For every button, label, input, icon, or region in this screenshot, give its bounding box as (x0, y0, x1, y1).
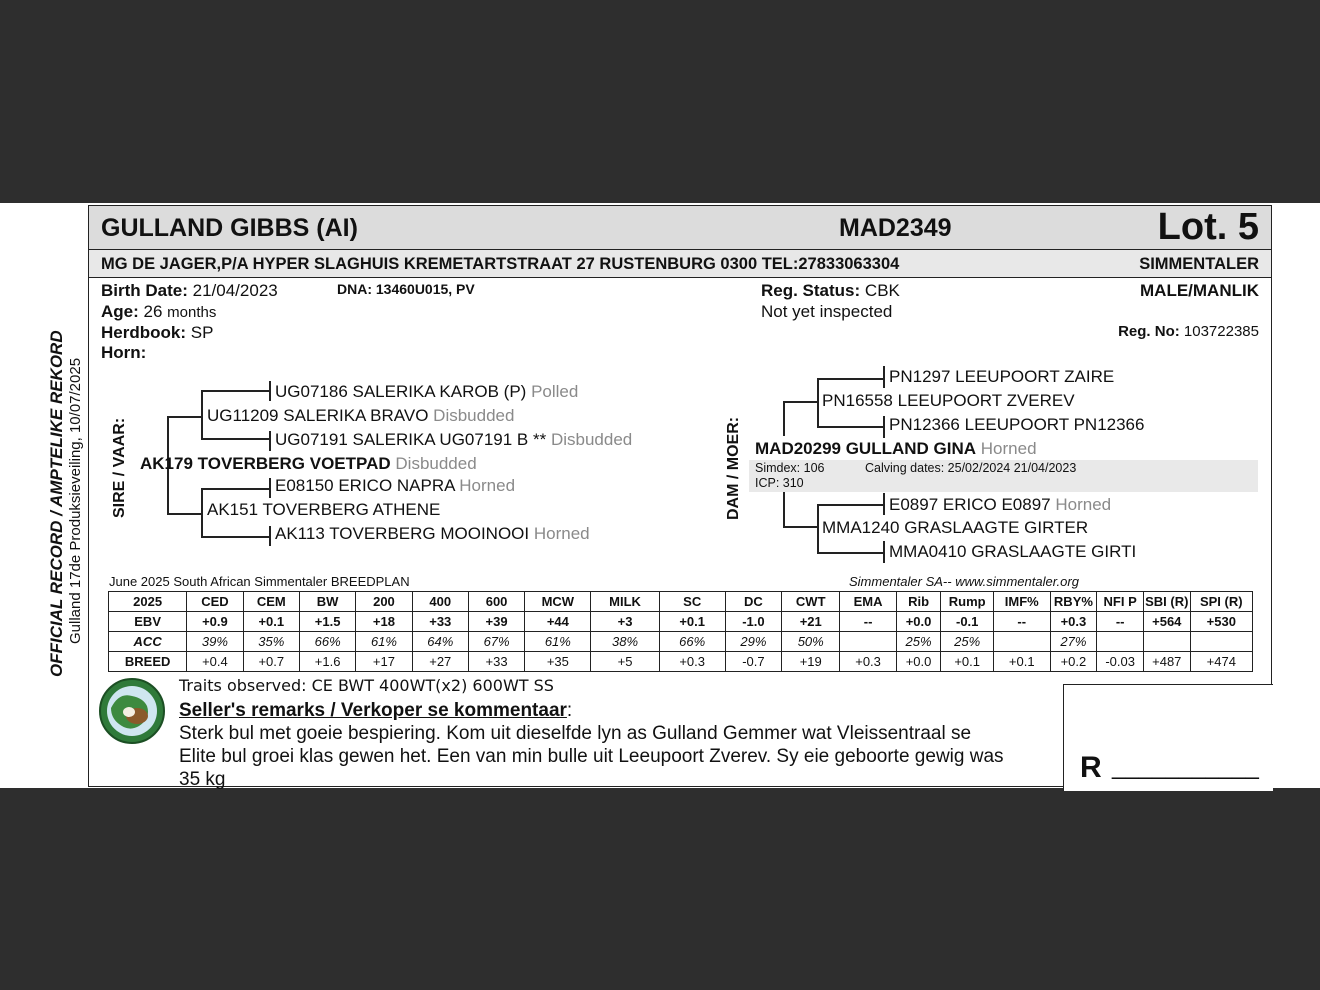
sire-name (140, 454, 477, 474)
dam-side-label: DAM / MOER: (725, 416, 742, 520)
table-cell: +18 (356, 612, 412, 632)
table-row (109, 612, 1253, 632)
table-cell: +0.9 (187, 612, 243, 632)
reg-number-value: 103722385 (1183, 323, 1259, 340)
herdbook-value: SP (190, 323, 214, 342)
horn-label: Horn: (101, 343, 147, 362)
ancestor-name: MMA0410 GRASLAAGTE GIRTI (889, 542, 1137, 561)
table-cell: +5 (591, 652, 659, 672)
tree-line (817, 504, 883, 506)
table-cell: +530 (1190, 612, 1252, 632)
horn-status: Horned (533, 524, 590, 543)
table-cell: +0.4 (187, 652, 243, 672)
table-cell: 38% (591, 632, 659, 652)
column-header: BW (299, 592, 355, 612)
table-cell: +564 (1143, 612, 1190, 632)
remarks-line: 35 kg (179, 769, 226, 790)
remarks-line: Elite bul groei klas gewen het. Een van min bulle uit Leeupoort Zverev. Sy eie geboorte gewig was (179, 746, 1004, 767)
inspection-status: Not yet inspected (761, 302, 893, 321)
sire-dam (207, 500, 440, 520)
table-cell: 39% (187, 632, 243, 652)
table-cell: +35 (525, 652, 591, 672)
table-cell: +17 (356, 652, 412, 672)
tree-line (269, 381, 271, 401)
sire-dam-sire (275, 476, 515, 496)
column-header: CEM (243, 592, 299, 612)
table-cell: -- (994, 612, 1051, 632)
table-cell: -0.7 (725, 652, 781, 672)
table-cell: +0.1 (659, 612, 725, 632)
official-record-label: OFFICIAL RECORD / AMPTELIKE REKORD (47, 330, 66, 677)
dam-sire (822, 391, 1075, 411)
table-cell: -0.03 (1097, 652, 1144, 672)
table-cell: +19 (782, 652, 840, 672)
price-box (1063, 684, 1273, 791)
catalogue-page (0, 203, 1320, 788)
ancestor-name: E08150 ERICO NAPRA (275, 476, 455, 495)
remarks-section (89, 676, 1065, 790)
ancestor-name: E0897 ERICO E0897 (889, 495, 1051, 514)
dam-sire-dam (889, 415, 1144, 435)
table-cell: 61% (525, 632, 591, 652)
lot-card (88, 205, 1272, 790)
table-cell: +44 (525, 612, 591, 632)
tree-line (269, 526, 271, 546)
tree-line (883, 541, 885, 563)
horn-status: Horned (1055, 495, 1112, 514)
table-cell: -1.0 (725, 612, 781, 632)
table-cell: +0.1 (243, 612, 299, 632)
birth-date-value: 21/04/2023 (192, 281, 278, 300)
sire-sire-dam (275, 430, 632, 450)
table-cell: 64% (412, 632, 468, 652)
reg-number (1118, 323, 1259, 340)
row-label: ACC (109, 632, 187, 652)
column-header: MILK (591, 592, 659, 612)
lot-number: Lot. 5 (1157, 206, 1259, 248)
dam-dam-dam (889, 542, 1136, 562)
column-header: 600 (468, 592, 524, 612)
table-cell: +0.3 (659, 652, 725, 672)
table-cell: +487 (1143, 652, 1190, 672)
birth-date-label: Birth Date: (101, 281, 188, 300)
column-header: SPI (R) (1190, 592, 1252, 612)
dam-dam (822, 518, 1088, 538)
table-cell: 66% (659, 632, 725, 652)
title-bar (89, 206, 1271, 250)
tree-line (269, 431, 271, 451)
column-header: 2025 (109, 592, 187, 612)
sire-sire-sire (275, 382, 578, 402)
column-header: Rib (896, 592, 941, 612)
tree-line (201, 390, 269, 392)
dam-sire-sire (889, 367, 1114, 387)
table-cell: +1.5 (299, 612, 355, 632)
table-cell (840, 632, 896, 652)
ancestor-name: AK179 TOVERBERG VOETPAD (140, 454, 391, 473)
tree-line (883, 493, 885, 515)
ancestor-name: AK113 TOVERBERG MOOINOOI (275, 524, 530, 543)
birth-date (101, 281, 278, 301)
sire-side-label: SIRE / VAAR: (111, 417, 128, 518)
table-cell: +0.0 (896, 612, 941, 632)
owner-bar (89, 250, 1271, 278)
ancestor-name: PN1297 LEEUPOORT ZAIRE (889, 367, 1115, 386)
animal-name: GULLAND GIBBS (AI) (101, 214, 358, 242)
table-cell: 61% (356, 632, 412, 652)
horn-status: Horned (459, 476, 516, 495)
horn-status: Disbudded (433, 406, 515, 425)
table-cell: 67% (468, 632, 524, 652)
dam-name (755, 439, 1037, 459)
table-cell: +27 (412, 652, 468, 672)
herdbook (101, 323, 213, 343)
breedplan-caption: June 2025 South African Simmentaler BREEDPLAN (109, 574, 410, 589)
tree-line (167, 513, 201, 515)
tree-line (817, 552, 883, 554)
owner-details: MG DE JAGER,P/A HYPER SLAGHUIS KREMETARTSTRAAT 27 RUSTENBURG 0300 TEL:27833063304 (101, 255, 900, 273)
table-cell: +21 (782, 612, 840, 632)
breed-label: SIMMENTALER (1139, 255, 1259, 273)
tree-line (817, 504, 819, 552)
table-cell: +0.2 (1050, 652, 1097, 672)
table-cell (1097, 632, 1144, 652)
animal-code: MAD2349 (839, 214, 952, 242)
tree-line (269, 478, 271, 498)
tree-line (783, 401, 818, 403)
table-cell: +33 (468, 652, 524, 672)
column-header: 200 (356, 592, 412, 612)
table-cell: -- (840, 612, 896, 632)
sire-dam-dam (275, 524, 590, 544)
ancestor-name: MMA1240 GRASLAAGTE GIRTER (822, 518, 1089, 537)
table-cell: +0.1 (941, 652, 994, 672)
ancestor-name: UG07191 SALERIKA UG07191 B ** (275, 430, 547, 449)
age-value: 26 (143, 302, 163, 321)
table-cell: +474 (1190, 652, 1252, 672)
age (101, 302, 216, 322)
table-cell: +0.0 (896, 652, 941, 672)
table-cell: 35% (243, 632, 299, 652)
simdex: Simdex: 106 (755, 461, 825, 475)
tree-line (201, 488, 269, 490)
horn-status: Disbudded (550, 430, 633, 449)
dam-dam-sire (889, 495, 1111, 515)
table-cell: -- (1097, 612, 1144, 632)
tree-line (201, 488, 203, 536)
table-cell: +33 (412, 612, 468, 632)
table-cell: 29% (725, 632, 781, 652)
table-cell: +0.3 (840, 652, 896, 672)
column-header: MCW (525, 592, 591, 612)
icp: ICP: 310 (755, 476, 804, 490)
tree-line (817, 378, 819, 426)
table-cell: +39 (468, 612, 524, 632)
table-cell (1143, 632, 1190, 652)
table-cell: +0.1 (994, 652, 1051, 672)
horn-status: Disbudded (395, 454, 477, 473)
breedplan-table (108, 591, 1253, 672)
remarks-colon: : (566, 700, 573, 721)
column-header: 400 (412, 592, 468, 612)
table-cell: 66% (299, 632, 355, 652)
column-header: Rump (941, 592, 994, 612)
table-cell: 25% (941, 632, 994, 652)
table-cell: +1.6 (299, 652, 355, 672)
column-header: IMF% (994, 592, 1051, 612)
tree-line (201, 390, 203, 438)
tree-line (167, 416, 201, 418)
table-row (109, 632, 1253, 652)
horn-status: Polled (531, 382, 579, 401)
table-row (109, 652, 1253, 672)
ancestor-name: UG07186 SALERIKA KAROB (P) (275, 382, 527, 401)
tree-line (883, 416, 885, 438)
column-header: SC (659, 592, 725, 612)
price-line[interactable]: ___________ (1112, 753, 1259, 780)
column-header: NFI P (1097, 592, 1144, 612)
column-header: CWT (782, 592, 840, 612)
simmentaler-logo (99, 678, 165, 744)
breedplan-website: Simmentaler SA-- www.simmentaler.org (849, 574, 1079, 589)
tree-line (783, 492, 785, 526)
row-label: EBV (109, 612, 187, 632)
reg-status-value: CBK (864, 281, 900, 300)
column-header: DC (725, 592, 781, 612)
table-cell: +0.3 (1050, 612, 1097, 632)
calving-dates: Calving dates: 25/02/2024 21/04/2023 (865, 461, 1077, 475)
remarks-heading: Seller's remarks / Verkoper se kommentaar (179, 700, 567, 721)
herdbook-label: Herdbook: (101, 323, 186, 342)
reg-status (761, 281, 900, 301)
ancestor-name: PN16558 LEEUPOORT ZVEREV (822, 391, 1075, 410)
table-header-row (109, 592, 1253, 612)
row-label: BREED (109, 652, 187, 672)
tree-line (201, 438, 269, 440)
tree-line (883, 366, 885, 388)
remarks-title (179, 700, 572, 722)
table-cell: +3 (591, 612, 659, 632)
column-header: RBY% (1050, 592, 1097, 612)
ancestor-name: PN12366 LEEUPOORT PN12366 (889, 415, 1145, 434)
reg-status-label: Reg. Status: (761, 281, 861, 300)
table-cell: 25% (896, 632, 941, 652)
table-cell: +0.7 (243, 652, 299, 672)
currency-symbol: R (1080, 751, 1102, 784)
table-cell: -0.1 (941, 612, 994, 632)
ancestor-name: UG11209 SALERIKA BRAVO (207, 406, 429, 425)
sex-label: MALE/MANLIK (1140, 281, 1259, 300)
column-header: EMA (840, 592, 896, 612)
dna-info: DNA: 13460U015, PV (337, 281, 475, 297)
ancestor-name: AK151 TOVERBERG ATHENE (207, 500, 441, 519)
remarks-line: Sterk bul met goeie bespiering. Kom uit dieselfde lyn as Gulland Gemmer wat Vleissentraal se (179, 723, 972, 744)
column-header: SBI (R) (1143, 592, 1190, 612)
column-header: CED (187, 592, 243, 612)
reg-number-label: Reg. No: (1118, 323, 1180, 340)
table-cell (994, 632, 1051, 652)
tree-line (783, 401, 785, 436)
sire-sire (207, 406, 514, 426)
sale-name-label: Gulland 17de Produksieveiling, 10/07/2025 (67, 357, 84, 644)
tree-line (817, 378, 883, 380)
table-cell: 50% (782, 632, 840, 652)
tree-line (201, 536, 269, 538)
horn-status: Horned (980, 439, 1037, 458)
age-label: Age: (101, 302, 139, 321)
age-unit: months (167, 304, 217, 321)
traits-observed: Traits observed: CE BWT 400WT(x2) 600WT SS (179, 676, 554, 695)
table-cell (1190, 632, 1252, 652)
ancestor-name: MAD20299 GULLAND GINA (755, 439, 977, 458)
table-cell: 27% (1050, 632, 1097, 652)
tree-line (817, 426, 883, 428)
tree-line (783, 526, 818, 528)
